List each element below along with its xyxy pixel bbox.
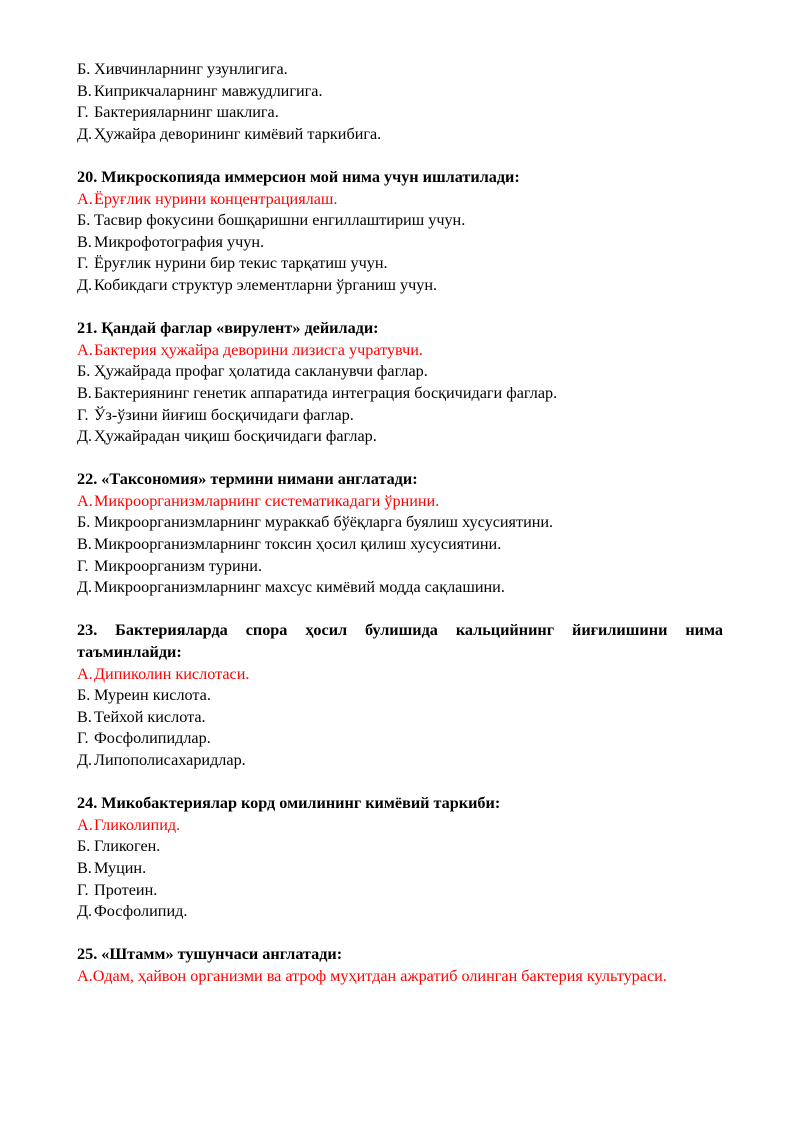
answer-letter: В. [77,858,92,877]
answer-option [77,858,723,880]
question-block-25 [77,944,723,987]
answer-letter: А. [77,340,93,359]
answer-option [77,361,723,383]
answer-text: Кобикдаги структур элементларни ўрганиш учун. [94,275,438,294]
answer-letter: Д. [77,124,93,143]
answer-option [77,59,723,81]
answer-letter: Г. [77,103,89,122]
answer-option [77,512,723,534]
answer-option [77,210,723,232]
question-title: 24. Микобактериялар корд омилининг кимёвий таркиби: [77,794,501,813]
answer-option [77,556,723,578]
answer-letter: Д. [77,427,93,446]
answer-letter: А. [77,491,93,510]
answer-text: Микроорганизмларнинг систематикадаги ўрнини. [94,491,440,510]
answer-text: Ўз-ўзини йиғиш босқичидаги фаглар. [94,405,354,424]
answer-letter: Б. [77,837,91,856]
answer-option [77,383,723,405]
question-title: 25. «Штамм» тушунчаси англатади: [77,945,343,964]
answer-text: Муцин. [94,858,147,877]
answer-text: Киприкчаларнинг мавжудлигига. [94,81,323,100]
answer-option [77,707,723,729]
answer-text: Тасвир фокусини бошқаришни енгиллаштириш учун. [94,211,466,230]
answer-letter: Г. [77,880,89,899]
question-block-24 [77,793,723,923]
answer-text: Бактериянинг генетик аппаратида интеграция босқичидаги фаглар. [94,383,558,402]
answer-option [77,750,723,772]
answer-text: Муреин кислота. [94,686,211,705]
answer-option [77,426,723,448]
answer-letter: В. [77,81,92,100]
answer-text: Микроорганизмларнинг махсус кимёвий модда сақлашини. [94,578,505,597]
answer-option [77,577,723,599]
answer-text: Бактерияларнинг шаклига. [94,103,279,122]
answer-letter: Б. [77,513,91,532]
answer-text: Бактерия ҳужайра деворини лизисга учратувчи. [94,340,423,359]
answer-option [77,728,723,750]
answer-option [77,901,723,923]
question-block-21 [77,318,723,448]
answer-letter: Д. [77,275,93,294]
question-block-20 [77,167,723,297]
answer-letter: А. [77,189,93,208]
correct-answer-option [77,664,723,686]
answer-text: Ёруғлик нурини бир текис тарқатиш учун. [94,254,388,273]
question-block-23 [77,620,723,771]
answer-text: Микрофотография учун. [94,232,265,251]
answer-letter: А. [77,966,93,985]
answer-letter: В. [77,232,92,251]
answer-text: Хивчинларнинг узунлигига. [94,60,288,78]
correct-answer-option [77,966,723,988]
answer-letter: Д. [77,578,93,597]
answer-text: Микроорганизмларнинг токсин ҳосил қилиш хусусиятини. [94,535,502,554]
answer-letter: Б. [77,362,91,381]
answer-text: Липополисахаридлар. [94,751,246,769]
answer-option [77,232,723,254]
correct-answer-option [77,815,723,837]
answer-letter: В. [77,383,92,402]
answer-option [77,534,723,556]
answer-option [77,836,723,858]
intro-answers [77,59,723,145]
correct-answer-option [77,491,723,513]
answer-letter: В. [77,535,92,554]
answer-text: Ёруғлик нурини концентрациялаш. [94,189,338,208]
answer-text: Протеин. [94,880,158,899]
answer-text: Одам, ҳайвон организми ва атроф муҳитдан ажратиб олинган бактерия культураси. [92,966,667,985]
answer-letter: Б. [77,686,91,705]
answer-text: Микроорганизмларнинг мураккаб бўёқларга буялиш хусусиятини. [94,513,554,532]
correct-answer-option [77,340,723,362]
answer-letter: А. [77,664,93,683]
answer-text: Дипиколин кислотаси. [94,664,250,683]
answer-letter: Д. [77,902,93,921]
question-title: 21. Қандай фаглар «вирулент» дейилади: [77,319,379,338]
answer-option [77,102,723,124]
answer-letter: Б. [77,211,91,230]
answer-letter: Г. [77,556,89,575]
answer-option [77,275,723,297]
answer-option [77,253,723,275]
answer-text: Ҳужайрада профаг ҳолатида сакланувчи фаглар. [94,362,428,381]
answer-letter: Д. [77,751,93,769]
answer-text: Фосфолипид. [94,902,188,921]
answer-letter: Г. [77,254,89,273]
answer-text: Гликолипид. [94,815,181,834]
correct-answer-option [77,189,723,211]
answer-letter: Г. [77,405,89,424]
answer-option [77,880,723,902]
answer-text: Фосфолипидлар. [94,729,211,748]
answer-text: Гликоген. [94,837,161,856]
answer-option [77,124,723,146]
answer-text: Тейхой кислота. [94,707,206,726]
answer-text: Микроорганизм турини. [94,556,262,575]
document-page [77,59,723,988]
question-title: 23. Бактерияларда спора ҳосил булишида кальцийнинг йиғилишини нима таъминлайди: [77,621,723,662]
answer-letter: Г. [77,729,89,748]
question-title: 20. Микроскопияда иммерсион мой нима учун ишлатилади: [77,167,520,186]
answer-text: Ҳужайра деворининг кимёвий таркибига. [94,124,382,143]
question-title: 22. «Таксономия» термини нимани англатади: [77,470,418,489]
answer-text: Ҳужайрадан чиқиш босқичидаги фаглар. [94,427,377,446]
question-block-22 [77,469,723,599]
answer-option [77,405,723,427]
answer-option [77,81,723,103]
answer-letter: Б. [77,60,91,78]
answer-letter: А. [77,815,93,834]
answer-option [77,685,723,707]
answer-letter: В. [77,707,92,726]
